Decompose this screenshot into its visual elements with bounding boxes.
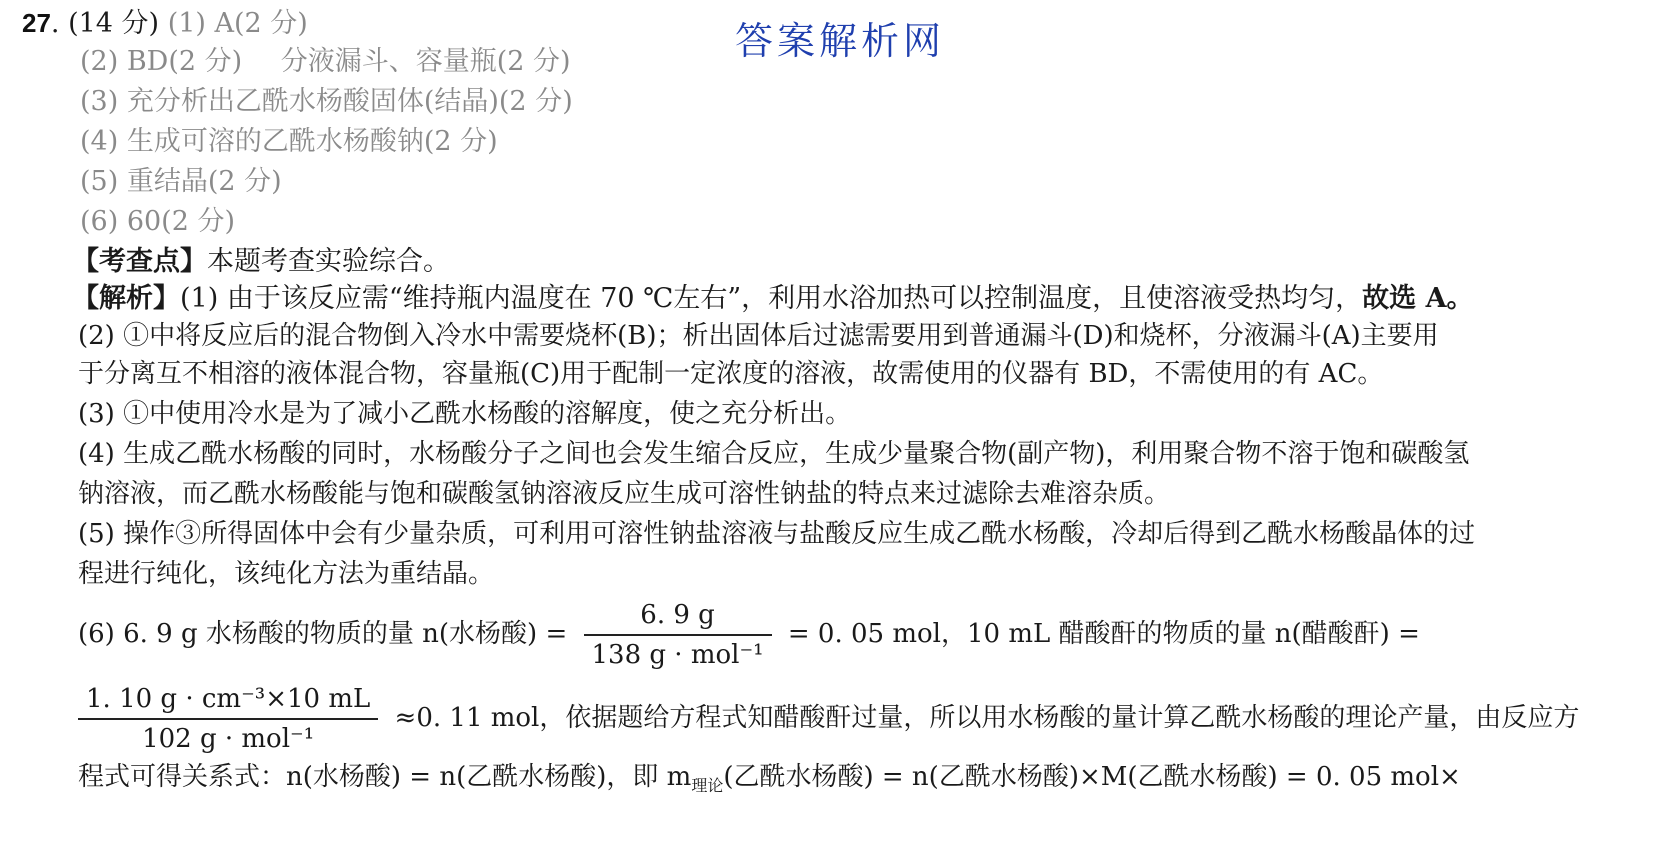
fraction-anhydride-denominator: 102 g · mol⁻¹ — [142, 724, 315, 754]
jiexi-p5-line-1: (5) 操作③所得固体中会有少量杂质，可利用可溶性钠盐溶液与盐酸反应生成乙酰水杨酸，冷却后得到乙酰水杨酸晶体的过 — [78, 519, 1476, 549]
fraction-salicylic — [584, 600, 772, 670]
answer-2b: 分液漏斗、容量瓶(2 分) — [280, 46, 571, 77]
jiexi-label: 【解析】 — [72, 283, 180, 314]
jiexi-p3: (3) ①中使用冷水是为了减小乙酰水杨酸的溶解度，使之充分析出。 — [78, 399, 852, 429]
answer-5: (5) 重结晶(2 分) — [80, 166, 282, 197]
jiexi-line-1 — [72, 282, 1474, 316]
jiexi-p1-main: (1) 由于该反应需“维持瓶内温度在 70 ℃左右”，利用水浴加热可以控制温度，且使溶液受热均匀， — [180, 283, 1363, 314]
jiexi-p6-line-1 — [78, 600, 1420, 670]
total-score: . (14 分) — [50, 8, 160, 39]
jiexi-p4-line-2: 钠溶液，而乙酰水杨酸能与饱和碳酸氢钠溶液反应生成可溶性钠盐的特点来过滤除去难溶杂质。 — [78, 479, 1171, 509]
fraction-salicylic-numerator: 6. 9 g — [584, 600, 772, 636]
kaochadian-text: 本题考查实验综合。 — [207, 246, 450, 277]
jiexi-p4-line-1: (4) 生成乙酰水杨酸的同时，水杨酸分子之间也会发生缩合反应，生成少量聚合物(副产物)，利用聚合物不溶于饱和碳酸氢 — [78, 439, 1470, 469]
question-number: 27 — [22, 8, 51, 38]
answer-1: (1) A(2 分) — [167, 8, 308, 39]
kaochadian-line — [72, 245, 450, 279]
jiexi-p1-conclusion: 故选 A。 — [1362, 283, 1474, 314]
answer-6: (6) 60(2 分) — [80, 206, 236, 237]
jiexi-p6-l3-a: 程式可得关系式：n(水杨酸) = n(乙酰水杨酸)，即 m — [78, 762, 692, 792]
fraction-anhydride — [78, 684, 378, 754]
fraction-anhydride-numerator: 1. 10 g · cm⁻³×10 mL — [78, 684, 378, 720]
answer-3: (3) 充分析出乙酰水杨酸固体(结晶)(2 分) — [80, 86, 573, 117]
fraction-salicylic-denominator: 138 g · mol⁻¹ — [591, 640, 764, 670]
jiexi-p2-line-1: (2) ①中将反应后的混合物倒入冷水中需要烧杯(B)；析出固体后过滤需要用到普通漏斗(D)和烧杯，分液漏斗(A)主要用 — [78, 321, 1439, 351]
answer-4: (4) 生成可溶的乙酰水杨酸钠(2 分) — [80, 126, 498, 157]
kaochadian-label: 【考查点】 — [72, 246, 207, 277]
jiexi-p6-l3-subscript: 理论 — [691, 776, 724, 795]
jiexi-p6-l3-b: (乙酰水杨酸) = n(乙酰水杨酸)×M(乙酰水杨酸) = 0. 05 mol× — [723, 762, 1461, 792]
answer-line-2 — [80, 45, 571, 79]
jiexi-p6-line-3 — [78, 760, 1461, 803]
jiexi-p6-line-2 — [78, 684, 1579, 754]
jiexi-p5-line-2: 程进行纯化，该纯化方法为重结晶。 — [78, 559, 495, 589]
answer-2a: (2) BD(2 分) — [80, 46, 243, 77]
jiexi-p2-line-2: 于分离互不相溶的液体混合物，容量瓶(C)用于配制一定浓度的溶液，故需使用的仪器有 BD，不需使用的有 AC。 — [78, 359, 1384, 389]
jiexi-p6-pre: (6) 6. 9 g 水杨酸的物质的量 n(水杨酸) = — [78, 619, 568, 649]
watermark-text: 答案解析网 — [735, 19, 946, 63]
jiexi-p6-post: = 0. 05 mol，10 mL 醋酸酐的物质的量 n(醋酸酐) = — [787, 619, 1420, 649]
jiexi-p6-line2-text: ≈0. 11 mol，依据题给方程式知醋酸酐过量，所以用水杨酸的量计算乙酰水杨酸的理论产量，由反应方 — [394, 703, 1580, 733]
answer-line-total — [22, 6, 308, 41]
